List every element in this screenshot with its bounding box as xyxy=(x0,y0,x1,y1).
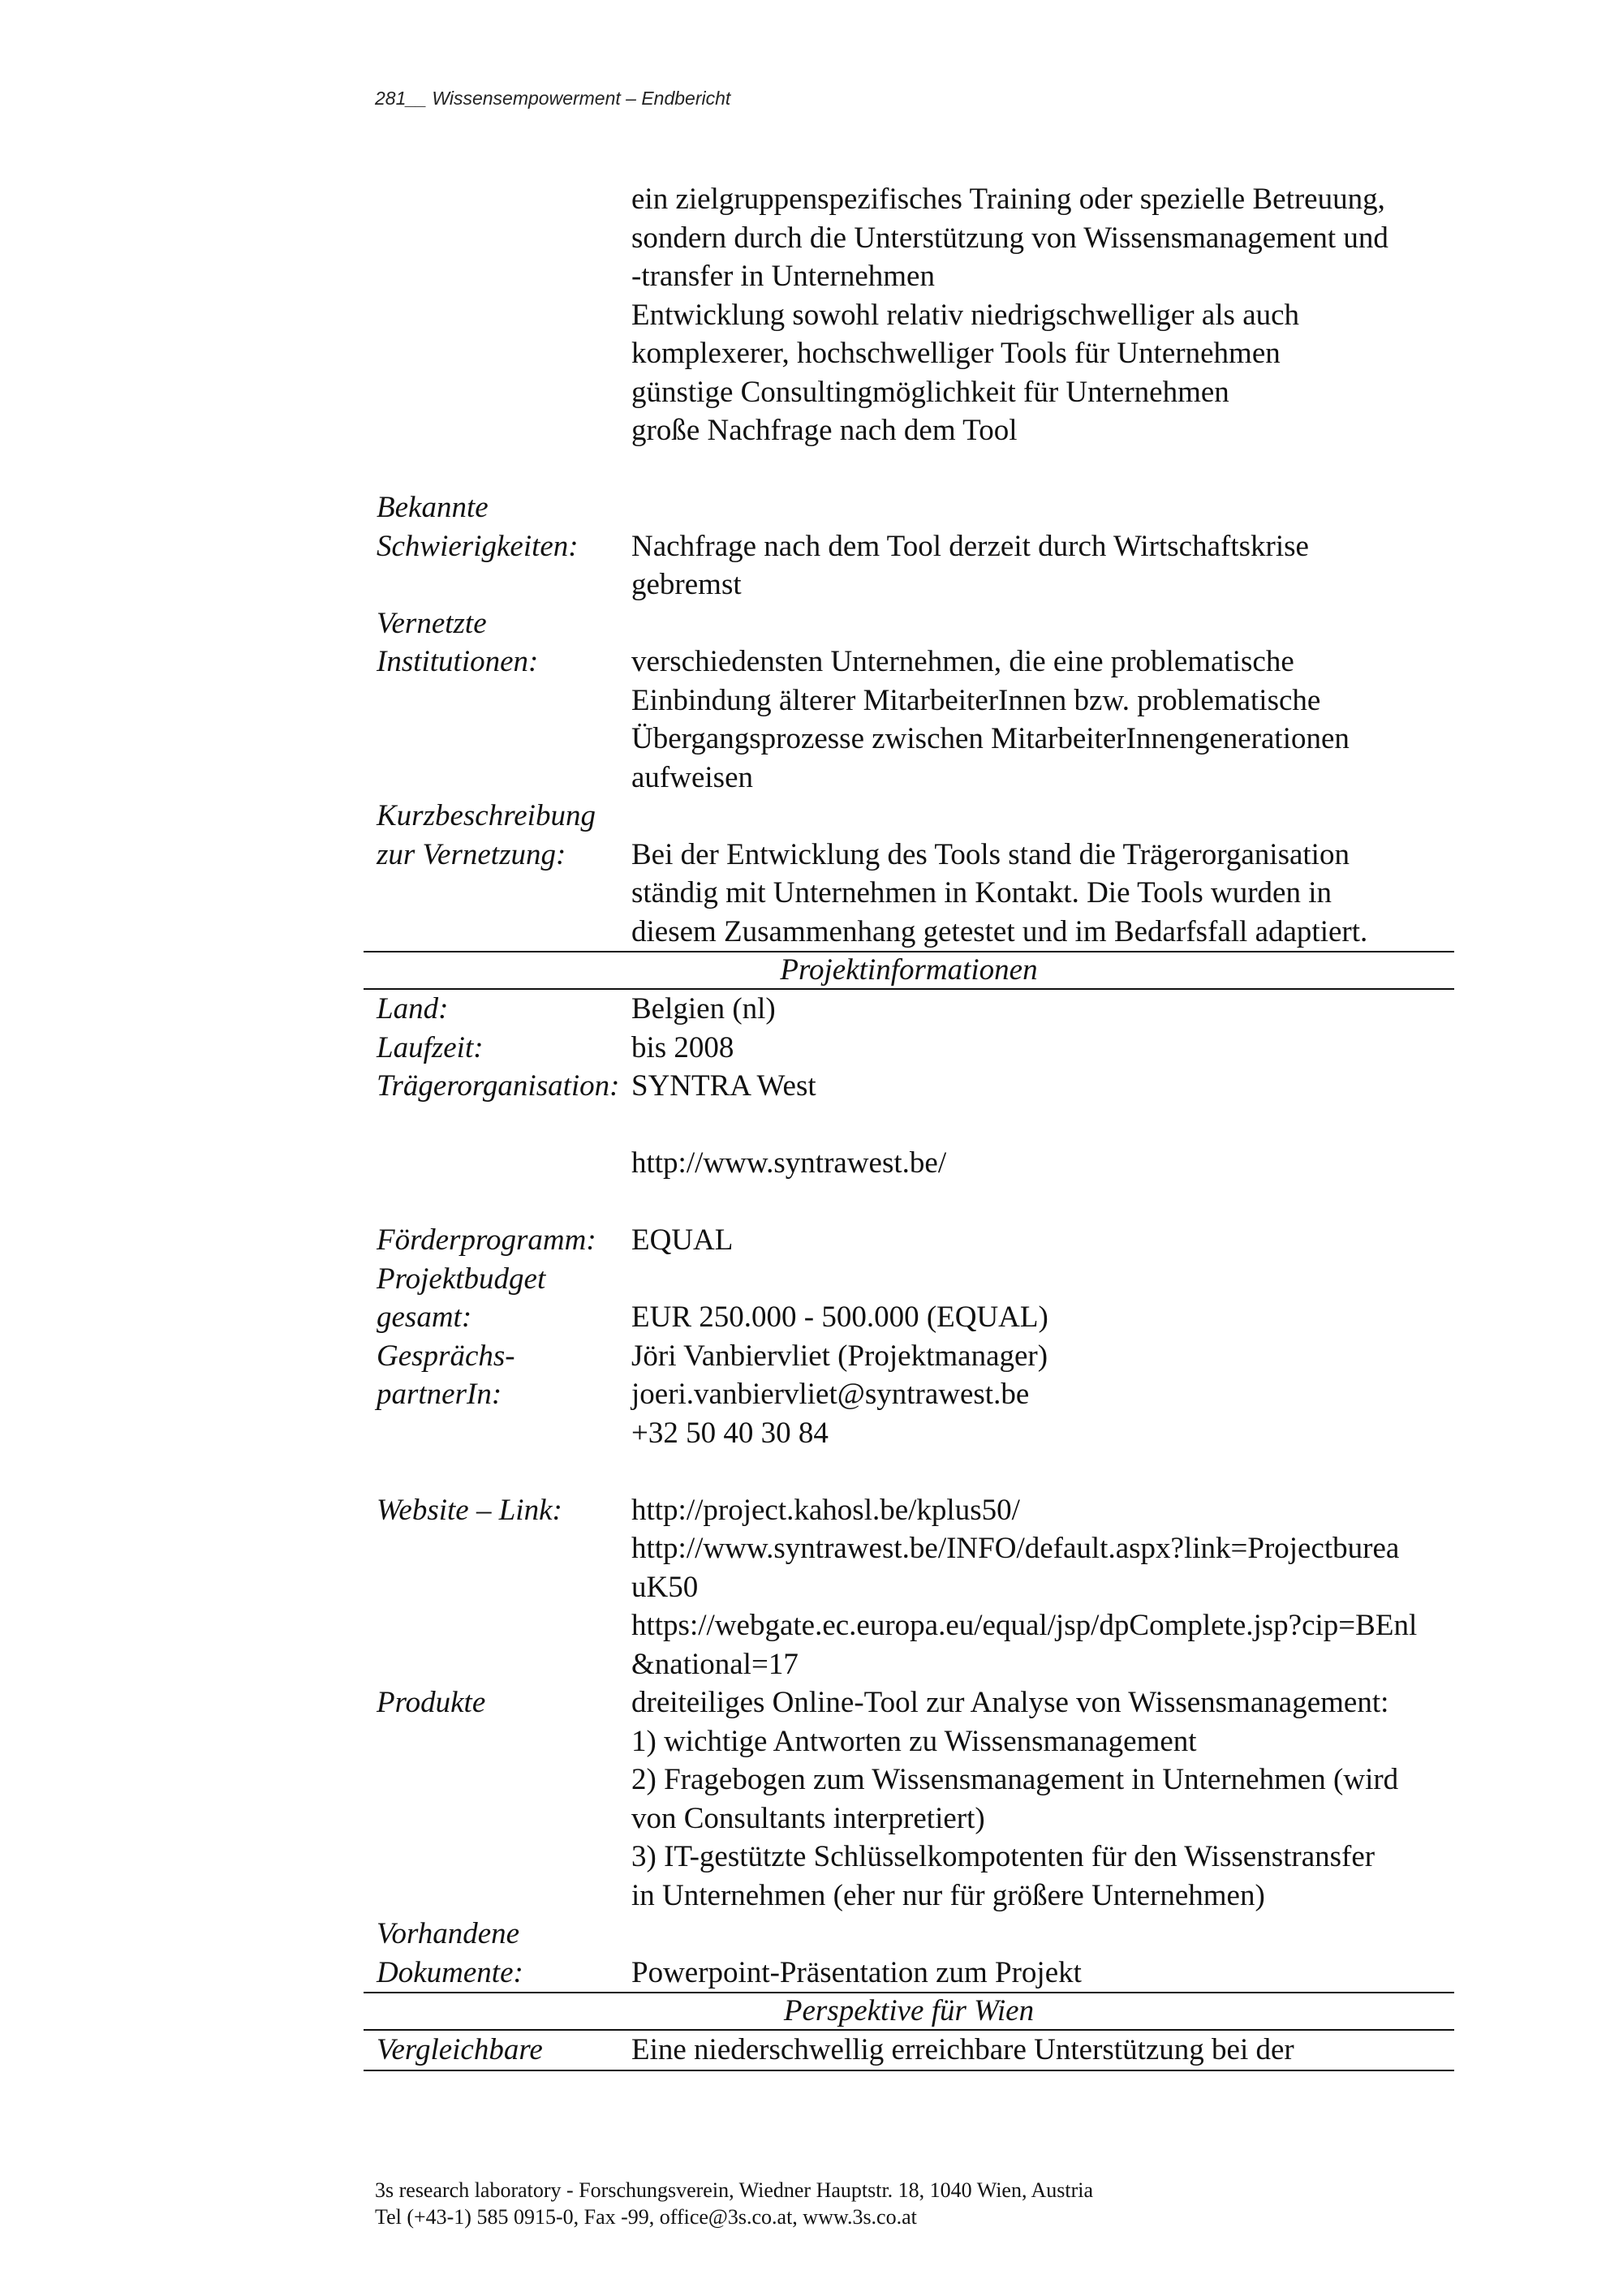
website-link-1[interactable]: http://project.kahosl.be/kplus50/ xyxy=(631,1493,1020,1527)
footer-address: 3s research laboratory - Forschungsverein, Wiedner Hauptstr. 18, 1040 Wien, Austria xyxy=(375,2178,1094,2202)
footer-contact: Tel (+43-1) 585 0915-0, Fax -99, office@3s.co.at, www.3s.co.at xyxy=(375,2205,917,2229)
vernetzung-row xyxy=(364,797,1454,951)
budget-label: Projektbudget gesamt: xyxy=(377,1262,546,1334)
page-footer xyxy=(375,2177,1093,2230)
dokumente-value: Powerpoint-Präsentation zum Projekt xyxy=(631,1955,1082,1989)
website-link-3[interactable]: https://webgate.ec.europa.eu/equal/jsp/dpComplete.jsp?cip=BEnl xyxy=(631,1609,1418,1642)
vergleichbare-label: Vergleichbare xyxy=(377,2033,543,2066)
partner-value: Jöri Vanbiervliet (Projektmanager) joeri.vanbiervliet@syntrawest.be +32 50 40 30 84 xyxy=(631,1337,1454,1453)
dokumente-label: Vorhandene Dokumente: xyxy=(377,1917,523,1989)
budget-row xyxy=(364,1260,1454,1337)
budget-value: EUR 250.000 - 500.000 (EQUAL) xyxy=(631,1301,1048,1334)
schwierigkeiten-value: Nachfrage nach dem Tool derzeit durch Wirtschaftskrise gebremst xyxy=(631,529,1309,601)
foerder-row xyxy=(364,1221,1454,1260)
website-row xyxy=(364,1491,1454,1684)
website-link-2-cont[interactable]: uK50 xyxy=(631,1570,699,1604)
website-label: Website – Link: xyxy=(377,1493,562,1527)
partner-row xyxy=(364,1337,1454,1453)
section-title: Projektinformationen xyxy=(780,953,1038,987)
website-link-2[interactable]: http://www.syntrawest.be/INFO/default.aspx?link=Projectburea xyxy=(631,1532,1400,1565)
laufzeit-label: Laufzeit: xyxy=(377,1030,484,1064)
traeger-label: Trägerorganisation: xyxy=(377,1069,620,1103)
foerder-value: EQUAL xyxy=(631,1223,734,1257)
institutionen-value: verschiedensten Unternehmen, die eine problematische Einbindung älterer MitarbeiterInnen bzw. problematische Übergangsprozesse zwischen MitarbeiterInnengenerationen aufweisen xyxy=(631,645,1350,794)
intro-row xyxy=(364,180,1454,450)
traeger-row xyxy=(364,1067,1454,1183)
running-header: 281__ Wissensempowerment – Endbericht xyxy=(375,88,731,109)
vernetzung-value: Bei der Entwicklung des Tools stand die Trägerorganisation ständig mit Unternehmen in Kontakt. Die Tools wurden in diesem Zusammenhang getestet und im Bedarfsfall adaptiert. xyxy=(631,837,1368,948)
schwierigkeiten-row xyxy=(364,488,1454,604)
schwierigkeiten-label: Bekannte Schwierigkeiten: xyxy=(377,491,579,563)
intro-text: ein zielgruppenspezifisches Training oder spezielle Betreuung, sondern durch die Unterstützung von Wissensmanagement und -transfer in Unternehmen Entwicklung sowohl relativ niedrigschwelliger als auch komplexerer, hochschwelliger Tools für Unternehmen günstige Consultingmöglichkeit für Unternehmen große Nachfrage nach dem Tool xyxy=(631,183,1388,447)
institutionen-label: Vernetzte Institutionen: xyxy=(377,606,539,678)
section-title: Perspektive für Wien xyxy=(783,1994,1035,2027)
website-link-3-cont[interactable]: &national=17 xyxy=(631,1647,799,1681)
institutionen-row xyxy=(364,604,1454,798)
section-projektinformationen xyxy=(364,951,1454,990)
traeger-value: SYNTRA West http://www.syntrawest.be/ xyxy=(631,1067,1454,1183)
foerder-label: Förderprogramm: xyxy=(377,1223,596,1257)
produkte-row xyxy=(364,1683,1454,1915)
vergleichbare-row xyxy=(364,2031,1454,2071)
traeger-url[interactable]: http://www.syntrawest.be/ xyxy=(631,1146,947,1180)
land-label: Land: xyxy=(377,992,449,1025)
produkte-value: dreiteiliges Online-Tool zur Analyse von Wissensmanagement: 1) wichtige Antworten zu Wissensmanagement 2) Fragebogen zum Wissensmanagement in Unternehmen (wird von Consultants interpretiert) 3) IT-gestützte Schlüsselkompotenten für den Wissenstransfer in Unternehmen (eher nur für größere Unternehmen) xyxy=(631,1686,1399,1912)
document-body xyxy=(364,180,1454,2071)
laufzeit-row xyxy=(364,1029,1454,1068)
website-value xyxy=(631,1491,1454,1684)
partner-label: Gesprächs- partnerIn: xyxy=(377,1339,515,1411)
vergleichbare-value: Eine niederschwellig erreichbare Unterstützung bei der xyxy=(631,2033,1294,2066)
section-perspektive xyxy=(364,1992,1454,2031)
vernetzung-label: Kurzbeschreibung zur Vernetzung: xyxy=(377,799,596,871)
partner-email[interactable]: joeri.vanbiervliet@syntrawest.be xyxy=(631,1378,1030,1411)
land-value: Belgien (nl) xyxy=(631,992,776,1025)
laufzeit-value: bis 2008 xyxy=(631,1030,734,1064)
produkte-label: Produkte xyxy=(377,1686,486,1719)
dokumente-row xyxy=(364,1915,1454,1992)
land-row xyxy=(364,990,1454,1029)
